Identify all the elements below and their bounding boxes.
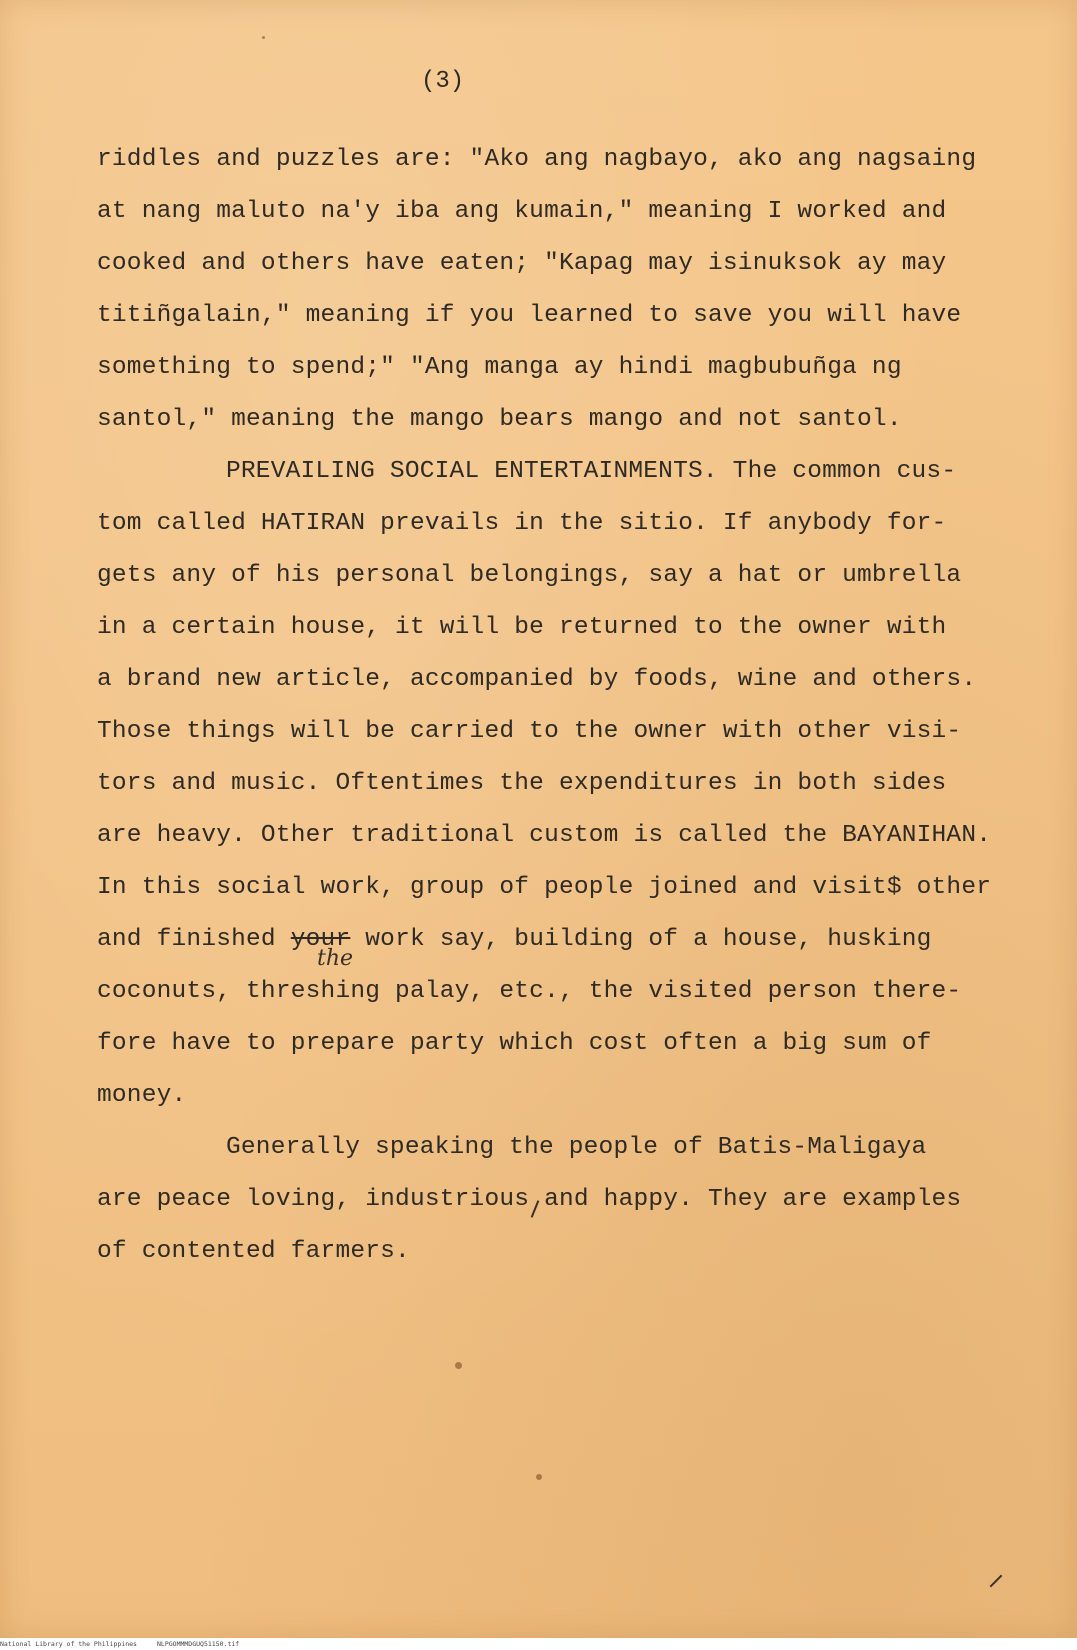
text-line: santol," meaning the mango bears mango and not santol. [97,406,902,433]
text-line: titiñgalain," meaning if you learned to save you will have [97,302,962,329]
paper-speck [262,36,265,39]
text-line: are peace loving, industrious and happy. They are examples [97,1186,962,1213]
text-line: In this social work, group of people joined and visit$ other [97,874,992,901]
text-line: tors and music. Oftentimes the expenditures in both sides [97,770,947,797]
paper-speck [536,1474,542,1480]
text-line: are heavy. Other traditional custom is called the BAYANIHAN. [97,822,992,849]
text-line-with-correction [97,926,1057,953]
text-line: coconuts, threshing palay, etc., the visited person there- [97,978,962,1005]
footer-file-code: NLPGOMMMDGUQ51150.tif [157,1640,240,1648]
handwritten-correction: the [317,946,354,971]
text-line: tom called HATIRAN prevails in the sitio. If anybody for- [97,510,947,537]
pen-mark [990,1575,1003,1588]
text-line: Generally speaking the people of Batis-Maligaya [226,1134,927,1161]
line-segment: work say, building of a house, husking [350,926,932,953]
paper-speck [455,1362,462,1369]
text-line: riddles and puzzles are: "Ako ang nagbayo, ako ang nagsaing [97,146,977,173]
text-line: in a certain house, it will be returned to the owner with [97,614,947,641]
footer-library: National Library of the Philippines [0,1640,137,1648]
text-line: gets any of his personal belongings, say a hat or umbrella [97,562,962,589]
text-line: something to spend;" "Ang manga ay hindi magbubuñga ng [97,354,902,381]
page-number: (3) [421,68,465,95]
text-line: at nang maluto na'y iba ang kumain," meaning I worked and [97,198,947,225]
text-line: money. [97,1082,187,1109]
text-line: fore have to prepare party which cost often a big sum of [97,1030,932,1057]
struck-word: your [290,926,351,953]
line-segment: and finished [97,926,291,953]
text-line: of contented farmers. [97,1238,410,1265]
text-line: cooked and others have eaten; "Kapag may isinuksok ay may [97,250,947,277]
text-line: a brand new article, accompanied by foods, wine and others. [97,666,977,693]
text-line: Those things will be carried to the owner with other visi- [97,718,962,745]
section-heading-line: PREVAILING SOCIAL ENTERTAINMENTS. The common cus- [226,458,957,485]
